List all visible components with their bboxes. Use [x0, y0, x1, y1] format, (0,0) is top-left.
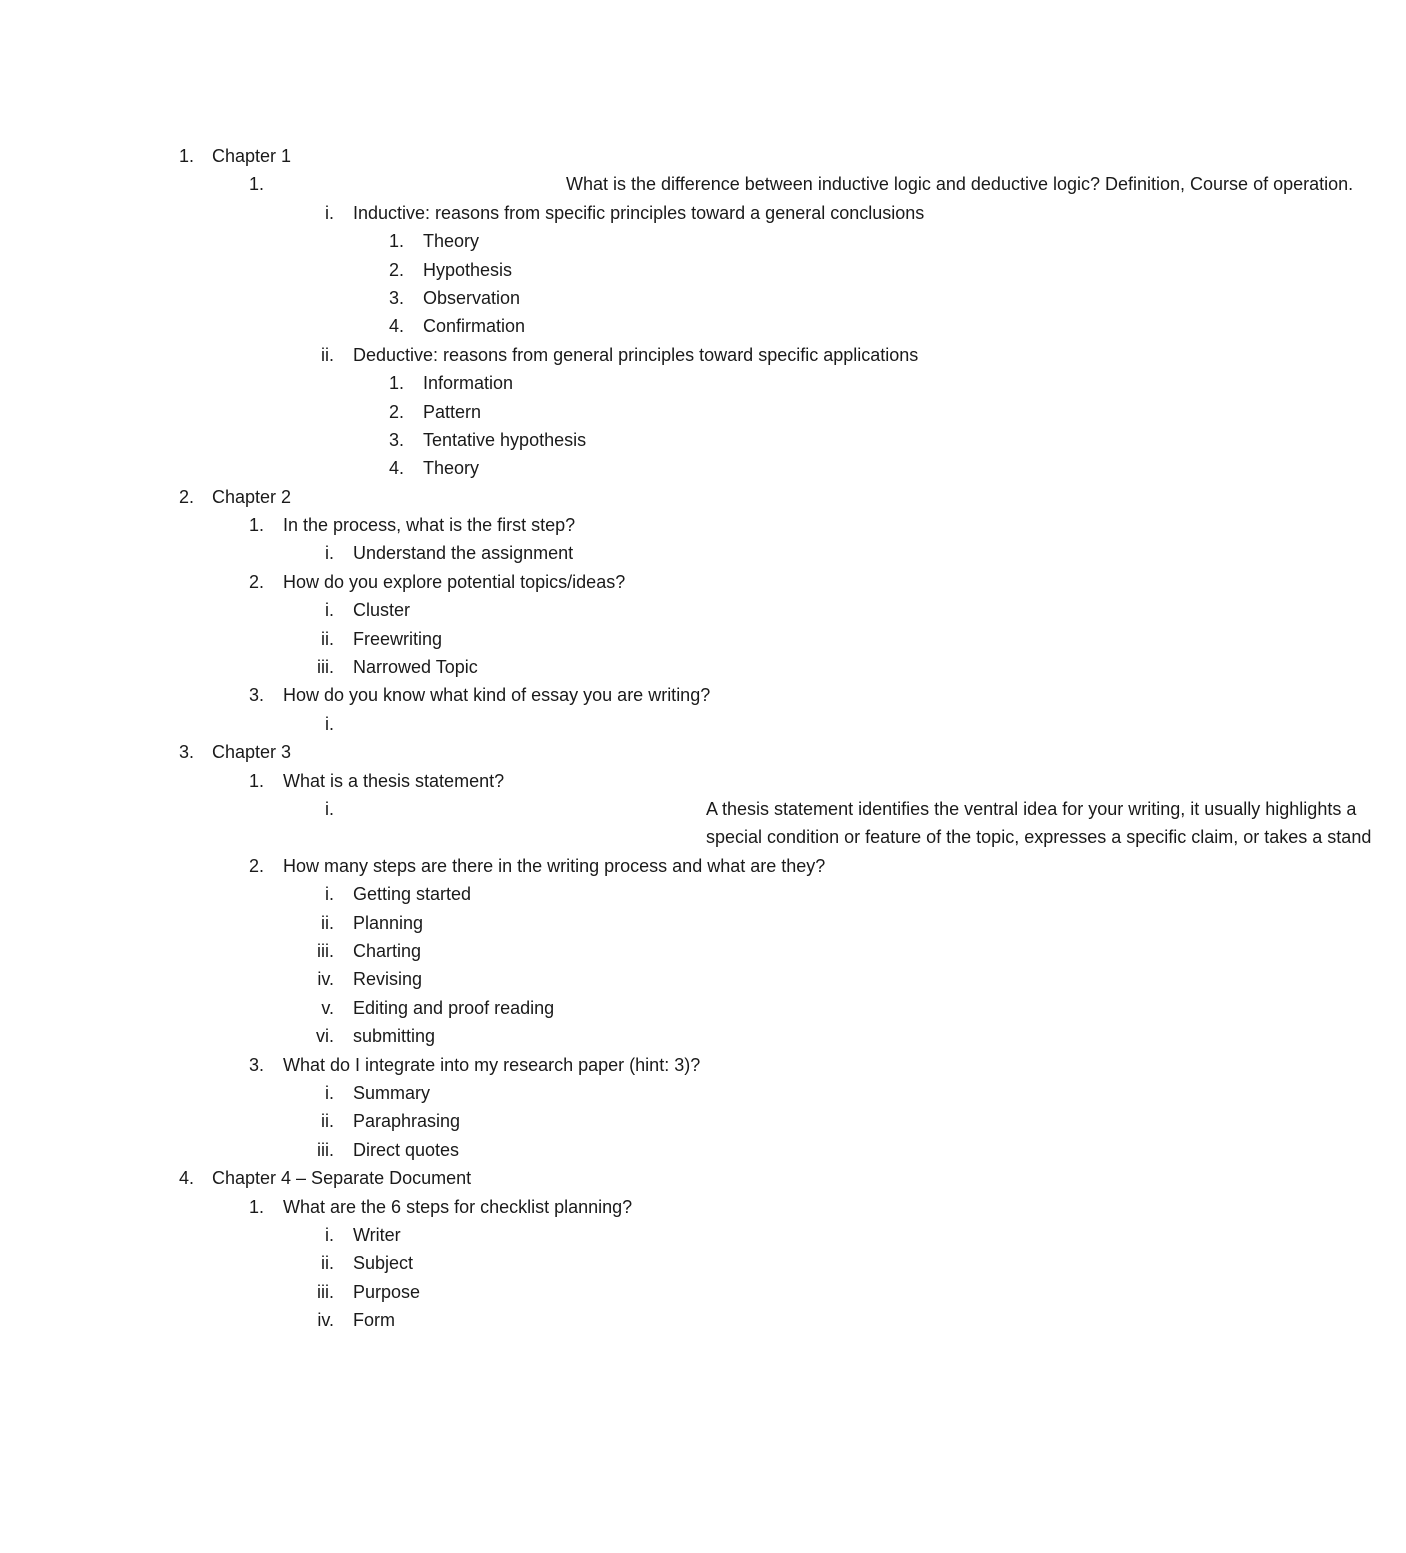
step-item-text: Theory [423, 458, 480, 479]
answer-item-text: Planning [353, 912, 424, 933]
answer-item [0, 1022, 1200, 1050]
answer-item-text: Narrowed Topic [353, 657, 478, 678]
list-marker: 1. [248, 770, 264, 791]
answer-item [0, 199, 1200, 227]
answer-item-text: Paraphrasing [353, 1111, 461, 1132]
step-item [0, 454, 1200, 482]
answer-item [0, 341, 1200, 369]
step-item [0, 256, 1200, 284]
list-marker: iii. [317, 1139, 334, 1160]
chapter-heading-text: Chapter 4 – Separate Document [212, 1168, 472, 1189]
question-item-text: How do you explore potential topics/ideas? [283, 571, 626, 592]
list-marker: i. [325, 884, 334, 905]
step-item-text: Theory [423, 231, 480, 252]
question-item-text: What is the difference between inductive logic and deductive logic? Definition, Course of operation. [566, 174, 1354, 195]
step-item [0, 284, 1200, 312]
chapter-heading [0, 483, 1200, 511]
answer-item-text: Summary [353, 1082, 431, 1103]
step-item-text: Hypothesis [423, 259, 513, 280]
list-marker: ii. [321, 1253, 334, 1274]
outline-list [0, 142, 1372, 1334]
list-marker: i. [325, 1224, 334, 1245]
answer-item-text: Revising [353, 969, 423, 990]
answer-item [0, 937, 1200, 965]
list-marker: iii. [317, 940, 334, 961]
list-marker: ii. [321, 912, 334, 933]
list-marker: v. [321, 997, 334, 1018]
answer-item-text: Purpose [353, 1281, 421, 1302]
chapter-heading-text: Chapter 1 [212, 146, 292, 166]
answer-item [0, 795, 1372, 852]
question-item-text: What do I integrate into my research paper (hint: 3)? [283, 1054, 701, 1075]
list-marker: 3. [248, 685, 264, 706]
chapter-heading-text: Chapter 2 [212, 486, 292, 507]
list-marker: iv. [317, 1310, 334, 1331]
answer-item-text: Freewriting [353, 628, 443, 649]
answer-item [0, 1107, 1200, 1135]
list-marker: i. [325, 600, 334, 621]
answer-item-text: Charting [353, 940, 422, 961]
list-marker: 4. [388, 458, 404, 479]
step-item-text: Pattern [423, 401, 482, 422]
step-item-text: Information [423, 373, 514, 394]
list-marker: 1. [178, 146, 194, 166]
list-marker: 2. [248, 855, 264, 876]
list-marker: 3. [178, 742, 194, 763]
chapter-heading [0, 738, 1200, 766]
question-item [0, 852, 1200, 880]
list-marker: ii. [321, 1111, 334, 1132]
question-item [0, 568, 1200, 596]
step-item [0, 369, 1200, 397]
answer-item [0, 653, 1200, 681]
list-marker: 4. [388, 316, 404, 337]
answer-item-text: Writer [353, 1224, 401, 1245]
question-item [0, 681, 1200, 709]
list-marker: iv. [317, 969, 334, 990]
list-marker: 2. [388, 401, 404, 422]
list-marker: i. [325, 202, 334, 223]
list-marker: 3. [248, 1054, 264, 1075]
answer-item [0, 1221, 1200, 1249]
step-item [0, 426, 1200, 454]
question-item [0, 1193, 1200, 1221]
answer-item [0, 909, 1200, 937]
list-marker: 1. [248, 174, 264, 195]
list-marker: ii. [321, 628, 334, 649]
question-item [0, 1051, 1200, 1079]
answer-item-text: Cluster [353, 600, 411, 621]
step-item-text: Observation [423, 287, 521, 308]
list-marker: iii. [317, 657, 334, 678]
answer-item [0, 1136, 1200, 1164]
answer-item-text: A thesis statement identifies the ventral idea for your writing, it usually highlights a special condition or feature of the topic, expresses a specific claim, or takes a stand [706, 799, 1372, 848]
list-marker: 2. [178, 486, 194, 507]
list-marker: ii. [321, 344, 334, 365]
answer-item [0, 625, 1200, 653]
answer-item [0, 965, 1200, 993]
list-marker: 1. [388, 231, 404, 252]
question-item [0, 170, 1354, 198]
list-marker: 2. [248, 571, 264, 592]
step-item [0, 227, 1200, 255]
chapter-heading-text: Chapter 3 [212, 742, 292, 763]
chapter-heading [0, 1164, 1200, 1192]
answer-item [0, 994, 1200, 1022]
question-item-text: How do you know what kind of essay you are writing? [283, 685, 711, 706]
answer-item [0, 596, 1200, 624]
list-marker: 1. [248, 515, 264, 536]
list-marker: 3. [388, 429, 404, 450]
answer-item-text: Understand the assignment [353, 543, 574, 564]
chapter-heading [0, 142, 1200, 170]
answer-item-text: Editing and proof reading [353, 997, 555, 1018]
answer-item [0, 1278, 1200, 1306]
list-marker: vi. [316, 1026, 334, 1047]
question-item [0, 511, 1200, 539]
list-marker: 4. [178, 1168, 194, 1189]
step-item [0, 312, 1200, 340]
answer-item [0, 1249, 1200, 1277]
answer-item-text: Form [353, 1310, 395, 1331]
answer-item-text: Getting started [353, 884, 472, 905]
answer-item [0, 1306, 1200, 1334]
question-item-text: How many steps are there in the writing process and what are they? [283, 855, 826, 876]
list-marker: i. [325, 713, 334, 734]
question-item-text: What are the 6 steps for checklist planning? [283, 1196, 633, 1217]
question-item-text: What is a thesis statement? [283, 770, 505, 791]
list-marker: 1. [388, 373, 404, 394]
step-item-text: Tentative hypothesis [423, 429, 587, 450]
answer-item [0, 880, 1200, 908]
step-item-text: Confirmation [423, 316, 526, 337]
list-marker: 1. [248, 1196, 264, 1217]
answer-item-text: Subject [353, 1253, 414, 1274]
answer-item [0, 1079, 1200, 1107]
question-item-text: In the process, what is the first step? [283, 515, 576, 536]
list-marker: iii. [317, 1281, 334, 1302]
answer-item [0, 710, 1200, 738]
list-marker: i. [325, 799, 334, 819]
answer-item-text: submitting [353, 1026, 436, 1047]
answer-item [0, 539, 1200, 567]
list-marker: 3. [388, 287, 404, 308]
list-marker: i. [325, 1082, 334, 1103]
question-item [0, 767, 1200, 795]
answer-item-text: Deductive: reasons from general principles toward specific applications [353, 344, 919, 365]
answer-item-text: Inductive: reasons from specific principles toward a general conclusions [353, 202, 925, 223]
list-marker: 2. [388, 259, 404, 280]
list-marker: i. [325, 543, 334, 564]
answer-item-text: Direct quotes [353, 1139, 460, 1160]
step-item [0, 398, 1200, 426]
